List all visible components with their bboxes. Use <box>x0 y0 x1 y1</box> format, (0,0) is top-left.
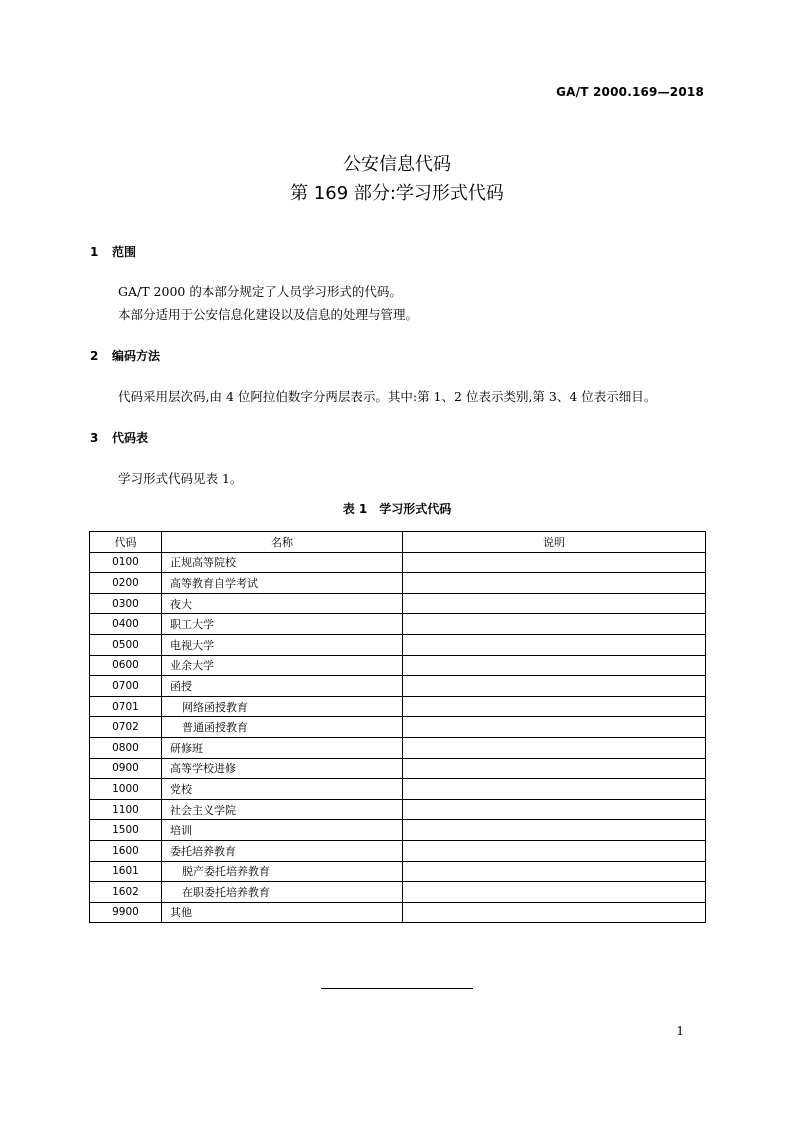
name-cell: 研修班 <box>162 737 403 758</box>
table-row <box>90 799 706 820</box>
page-number: 1 <box>676 1024 684 1038</box>
code-cell: 0800 <box>90 737 162 758</box>
note-cell <box>403 799 706 820</box>
name-cell: 高等教育自学考试 <box>162 573 403 594</box>
code-cell: 1500 <box>90 820 162 841</box>
table-caption: 表 1 学习形式代码 <box>342 502 452 516</box>
name-cell: 普通函授教育 <box>162 717 403 738</box>
section-heading-code-table <box>90 429 148 446</box>
note-cell <box>403 614 706 635</box>
paragraph: 代码采用层次码,由 4 位阿拉伯数字分两层表示。其中:第 1、2 位表示类别,第 3、4 位表示细目。 <box>118 389 657 404</box>
table-row <box>90 634 706 655</box>
section-heading-scope <box>90 243 136 260</box>
code-cell: 1100 <box>90 799 162 820</box>
note-cell <box>403 861 706 882</box>
table-row <box>90 882 706 903</box>
code-cell: 0700 <box>90 676 162 697</box>
table-row <box>90 573 706 594</box>
note-cell <box>403 696 706 717</box>
table-row <box>90 676 706 697</box>
name-cell: 脱产委托培养教育 <box>162 861 403 882</box>
table-header-row <box>90 532 706 553</box>
code-cell: 1601 <box>90 861 162 882</box>
name-cell: 党校 <box>162 779 403 800</box>
learning-form-code-table <box>89 531 706 923</box>
name-cell: 在职委托培养教育 <box>162 882 403 903</box>
code-cell: 0701 <box>90 696 162 717</box>
note-cell <box>403 779 706 800</box>
name-cell: 其他 <box>162 902 403 923</box>
note-cell <box>403 676 706 697</box>
table-row <box>90 614 706 635</box>
table-row <box>90 820 706 841</box>
section-number: 1 <box>90 245 99 259</box>
table-row <box>90 840 706 861</box>
code-cell: 0100 <box>90 552 162 573</box>
section-title: 范围 <box>112 245 137 259</box>
note-cell <box>403 882 706 903</box>
code-cell: 1600 <box>90 840 162 861</box>
code-cell: 0702 <box>90 717 162 738</box>
note-cell <box>403 840 706 861</box>
name-cell: 委托培养教育 <box>162 840 403 861</box>
note-cell <box>403 593 706 614</box>
code-cell: 0500 <box>90 634 162 655</box>
table-row <box>90 552 706 573</box>
column-header-name: 名称 <box>162 532 403 553</box>
table-row <box>90 655 706 676</box>
table-row <box>90 696 706 717</box>
section-number: 2 <box>90 349 99 363</box>
note-cell <box>403 655 706 676</box>
note-cell <box>403 758 706 779</box>
end-rule <box>321 988 473 989</box>
paragraph: 本部分适用于公安信息化建设以及信息的处理与管理。 <box>118 307 419 322</box>
note-cell <box>403 552 706 573</box>
table-row <box>90 593 706 614</box>
code-cell: 0300 <box>90 593 162 614</box>
section-title: 编码方法 <box>112 349 161 363</box>
document-subtitle: 第 169 部分:学习形式代码 <box>290 183 504 204</box>
section-heading-coding-method <box>90 347 160 364</box>
standard-number: GA/T 2000.169—2018 <box>556 85 704 99</box>
note-cell <box>403 902 706 923</box>
document-title: 公安信息代码 <box>343 154 451 175</box>
section-title: 代码表 <box>112 431 149 445</box>
note-cell <box>403 737 706 758</box>
name-cell: 业余大学 <box>162 655 403 676</box>
name-cell: 函授 <box>162 676 403 697</box>
table-row <box>90 861 706 882</box>
section-number: 3 <box>90 431 99 445</box>
note-cell <box>403 820 706 841</box>
code-cell: 0400 <box>90 614 162 635</box>
paragraph: 学习形式代码见表 1。 <box>118 471 243 486</box>
table-row <box>90 717 706 738</box>
table-row <box>90 902 706 923</box>
note-cell <box>403 573 706 594</box>
name-cell: 职工大学 <box>162 614 403 635</box>
code-cell: 0600 <box>90 655 162 676</box>
note-cell <box>403 634 706 655</box>
name-cell: 夜大 <box>162 593 403 614</box>
note-cell <box>403 717 706 738</box>
code-cell: 1602 <box>90 882 162 903</box>
table-row <box>90 779 706 800</box>
table-row <box>90 758 706 779</box>
column-header-code: 代码 <box>90 532 162 553</box>
code-cell: 9900 <box>90 902 162 923</box>
code-cell: 0900 <box>90 758 162 779</box>
paragraph: GA/T 2000 的本部分规定了人员学习形式的代码。 <box>118 284 402 299</box>
name-cell: 正规高等院校 <box>162 552 403 573</box>
name-cell: 高等学校进修 <box>162 758 403 779</box>
column-header-note: 说明 <box>403 532 706 553</box>
code-cell: 0200 <box>90 573 162 594</box>
name-cell: 网络函授教育 <box>162 696 403 717</box>
name-cell: 电视大学 <box>162 634 403 655</box>
code-cell: 1000 <box>90 779 162 800</box>
name-cell: 社会主义学院 <box>162 799 403 820</box>
table-row <box>90 737 706 758</box>
name-cell: 培训 <box>162 820 403 841</box>
